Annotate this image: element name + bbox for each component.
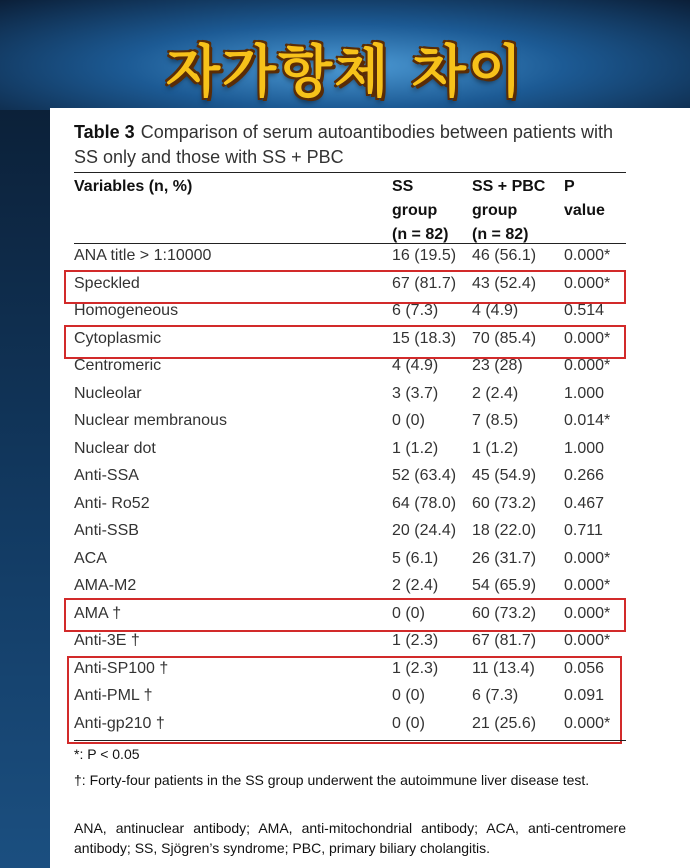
cell-variable: Anti-SP100 † — [74, 659, 169, 677]
cell-variable: AMA-M2 — [74, 577, 137, 594]
table-row — [74, 412, 634, 438]
footnote-significance: *: P < 0.05 — [74, 746, 140, 762]
table-row — [74, 385, 634, 411]
cell-ss-group: 0 (0) — [392, 604, 425, 622]
cell-ss-group: 1 (2.3) — [392, 659, 439, 677]
cell-ss-pbc-group: 18 (22.0) — [472, 522, 537, 539]
cell-ss-pbc-group: 11 (13.4) — [472, 659, 535, 677]
column-header-variables: Variables (n, %) — [74, 178, 193, 195]
cell-p-value: 0.000* — [564, 549, 611, 567]
banner-title: 자가항체 차이 — [165, 40, 525, 105]
cell-ss-group: 15 (18.3) — [392, 329, 457, 347]
cell-variable: Cytoplasmic — [74, 329, 162, 347]
cell-ss-pbc-group: 43 (52.4) — [472, 274, 537, 292]
bottom-rule — [74, 740, 626, 741]
highlight-box-ama — [64, 598, 626, 632]
cell-variable: Anti- Ro52 — [74, 494, 150, 512]
cell-variable: Centromeric — [74, 357, 162, 374]
cell-ss-pbc-group: 23 (28) — [472, 357, 523, 374]
cell-p-value: 0.000* — [564, 247, 611, 264]
cell-ss-pbc-group: 60 (73.2) — [472, 494, 537, 512]
cell-ss-pbc-group: 4 (4.9) — [472, 302, 519, 319]
column-header-p-value: P value — [564, 178, 605, 219]
cell-variable: Anti-SSB — [74, 522, 139, 539]
cell-ss-group: 67 (81.7) — [392, 274, 457, 292]
cell-variable: Anti-PML † — [74, 687, 153, 704]
cell-ss-pbc-group: 46 (56.1) — [472, 247, 537, 264]
cell-variable: ACA — [74, 549, 107, 567]
cell-variable: Homogeneous — [74, 302, 179, 319]
cell-ss-pbc-group: 70 (85.4) — [472, 329, 537, 347]
table-row — [74, 440, 634, 466]
cell-variable: Anti-3E † — [74, 632, 140, 649]
top-rule — [74, 172, 626, 173]
cell-variable: Anti-gp210 † — [74, 714, 165, 732]
cell-p-value: 0.000* — [564, 632, 611, 649]
cell-ss-group: 64 (78.0) — [392, 494, 457, 512]
cell-variable: AMA † — [74, 604, 122, 622]
table-caption — [74, 120, 634, 170]
highlight-box-liver-antibodies — [67, 656, 622, 744]
cell-variable: Nucleolar — [74, 384, 142, 402]
table-row — [74, 357, 634, 383]
cell-ss-group: 52 (63.4) — [392, 467, 457, 484]
highlight-box-speckled — [64, 270, 626, 304]
cell-ss-group: 2 (2.4) — [392, 577, 439, 594]
highlight-box-cytoplasmic — [64, 325, 626, 359]
cell-variable: Anti-SSA — [74, 467, 139, 484]
table-row — [74, 495, 634, 521]
cell-ss-pbc-group: 6 (7.3) — [472, 687, 519, 704]
cell-p-value: 0.467 — [564, 494, 605, 512]
cell-p-value: 0.014* — [564, 412, 611, 429]
table-row — [74, 467, 634, 493]
cell-ss-group: 6 (7.3) — [392, 302, 439, 319]
table-caption-text: Comparison of serum autoantibodies between patients with SS only and those with SS + PBC — [74, 122, 613, 167]
cell-ss-group: 5 (6.1) — [392, 549, 439, 567]
cell-ss-pbc-group: 1 (1.2) — [472, 439, 519, 457]
header-rule — [74, 243, 626, 244]
cell-p-value: 1.000 — [564, 439, 605, 457]
column-header-ss-pbc: SS + PBC group (n = 82) — [472, 178, 546, 243]
cell-p-value: 0.711 — [564, 522, 603, 539]
cell-p-value: 1.000 — [564, 384, 605, 402]
cell-p-value: 0.000* — [564, 357, 611, 374]
cell-variable: Nuclear membranous — [74, 412, 227, 429]
cell-ss-group: 16 (19.5) — [392, 247, 457, 264]
cell-p-value: 0.000* — [564, 329, 611, 347]
cell-ss-group: 4 (4.9) — [392, 357, 439, 374]
cell-ss-pbc-group: 26 (31.7) — [472, 549, 537, 567]
cell-p-value: 0.000* — [564, 604, 611, 622]
cell-variable: ANA title > 1:10000 — [74, 247, 212, 264]
cell-ss-group: 3 (3.7) — [392, 384, 439, 402]
table-row — [74, 522, 634, 548]
cell-ss-pbc-group: 2 (2.4) — [472, 384, 519, 402]
cell-variable: Nuclear dot — [74, 439, 156, 457]
cell-ss-pbc-group: 60 (73.2) — [472, 604, 537, 622]
table-document — [50, 108, 690, 868]
cell-p-value: 0.056 — [564, 659, 605, 677]
cell-p-value: 0.000* — [564, 577, 611, 594]
cell-ss-pbc-group: 54 (65.9) — [472, 577, 537, 594]
banner — [0, 0, 690, 110]
cell-ss-group: 20 (24.4) — [392, 522, 457, 539]
cell-ss-group: 1 (1.2) — [392, 439, 439, 457]
table-row — [74, 550, 634, 576]
table-row — [74, 632, 634, 658]
table-label: Table 3 — [74, 122, 135, 142]
cell-ss-group: 0 (0) — [392, 714, 425, 732]
cell-ss-group: 0 (0) — [392, 687, 425, 704]
cell-ss-group: 1 (2.3) — [392, 632, 439, 649]
cell-ss-group: 0 (0) — [392, 412, 425, 429]
cell-variable: Speckled — [74, 274, 140, 292]
cell-ss-pbc-group: 21 (25.6) — [472, 714, 537, 732]
cell-p-value: 0.091 — [564, 687, 605, 704]
cell-ss-pbc-group: 45 (54.9) — [472, 467, 537, 484]
cell-ss-pbc-group: 67 (81.7) — [472, 632, 537, 649]
cell-p-value: 0.266 — [564, 467, 605, 484]
cell-ss-pbc-group: 7 (8.5) — [472, 412, 519, 429]
footnote-dagger: †: Forty-four patients in the SS group underwent the autoimmune liver disease test. — [74, 772, 590, 788]
cell-p-value: 0.000* — [564, 714, 611, 732]
cell-p-value: 0.000* — [564, 274, 611, 292]
column-header-ss: SS group (n = 82) — [392, 178, 449, 243]
cell-p-value: 0.514 — [564, 302, 605, 319]
footnote-abbreviations: ANA, antinuclear antibody; AMA, anti-mitochondrial antibody; ACA, anti-centromere antibody; SS, Sjögren’s syndrome; PBC, primary biliary cholangitis. — [74, 820, 626, 856]
